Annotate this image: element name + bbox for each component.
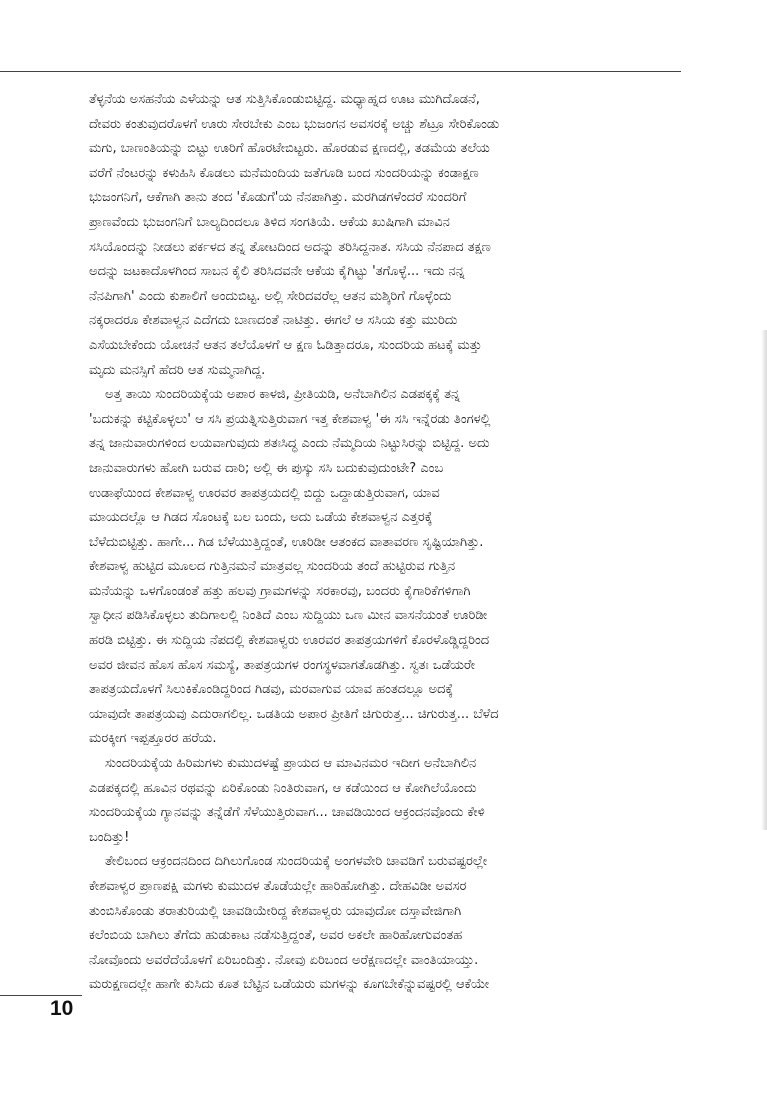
text-line: ಮನೆಯನ್ನು ಒಳಗೊಂಡಂತೆ ಹತ್ತು ಹಲವು ಗ್ರಾಮಗಳನ್ನು ಸರಕಾರವು, ಬಂದರು ಕೈಗಾರಿಕೆಗಳಿಗಾಗಿ xyxy=(89,583,471,599)
text-line: ತೇಲಿಬಂದ ಆಕ್ರಂದನದಿಂದ ದಿಗಿಲುಗೊಂಡ ಸುಂದರಿಯಕ್ಕೆ ಅಂಗಳವೇರಿ ಚಾವಡಿಗೆ ಬರುವಷ್ಟರಲ್ಲೇ xyxy=(105,854,488,870)
text-line: ಜಾನುವಾರುಗಳು ಹೋಗಿ ಬರುವ ದಾರಿ; ಅಲ್ಲಿ ಈ ಪುಸ್ಕು ಸಸಿ ಬದುಕುವುದುಂಟೇ? ಎಂಬ xyxy=(89,460,444,476)
text-line: ಯಾವುದೇ ತಾಪತ್ರಯವು ಎದುರಾಗಲಿಲ್ಲ. ಒಡತಿಯ ಅಪಾರ ಪ್ರೀತಿಗೆ ಚಿಗುರುತ್ತ... ಚಿಗುರುತ್ತ... ಬೆಳೆದ xyxy=(89,706,499,722)
text-line: ನೋವೊಂದು ಅವರೆದೆಯೊಳಗೆ ಏರಿಬಂದಿತ್ತು. ನೋವು ಏರಿಬಂದ ಅರೆಕ್ಷಣದಲ್ಲೇ ವಾಂತಿಯಾಯ್ತು. xyxy=(89,952,479,968)
text-line: ಅದನ್ನು ಜಟಕಾದೊಳಗಿಂದ ಸಾಬನ ಕೈಲಿ ತರಿಸಿದವನೇ ಆಕೆಯ ಕೈಗಿಟ್ಟು 'ತಗೊಳ್ಳೆ... ಇದು ನನ್ನ xyxy=(89,264,465,280)
text-line: ಸಸಿಯೊಂದನ್ನು ನೀಡಲು ಪರ್ಕಳದ ತನ್ನ ತೋಟದಿಂದ ಅದನ್ನು ತರಿಸಿದ್ದನಾತ. ಸಸಿಯ ನೆನಪಾದ ತಕ್ಷಣ xyxy=(89,239,491,255)
text-line: ಕಲೆಂಬಿಯ ಬಾಗಿಲು ತೆಗೆದು ಹುಡುಕಾಟ ನಡೆಸುತ್ತಿದ್ದಂತೆ, ಅವರ ಅಕಲೇ ಹಾರಿಹೋಗುವಂತಹ xyxy=(89,928,463,944)
paragraph-3 xyxy=(89,752,681,850)
paragraph-4 xyxy=(89,850,681,998)
text-line: ಮರಕ್ಕೀಗ ಇಪ್ಪತ್ತೂರರ ಹರೆಯ. xyxy=(89,731,217,747)
text-line: ಭುಜಂಗನಿಗೆ, ಆಕೆಗಾಗಿ ತಾನು ತಂದ 'ಕೊಡುಗೆ'ಯ ನೆನಪಾಗಿತ್ತು. ಮರಗಿಡಗಳೆಂದರೆ ಸುಂದರಿಗೆ xyxy=(89,190,467,206)
body-text xyxy=(89,88,681,998)
paragraph-2 xyxy=(89,383,681,752)
top-rule xyxy=(0,71,681,72)
text-line: ಉಡಾಫೆಯಿಂದ ಕೇಶವಾಳ್ವ ಊರವರ ತಾಪತ್ರಯದಲ್ಲಿ ಬಿದ್ದು ಒದ್ದಾಡುತ್ತಿರುವಾಗ, ಯಾವ xyxy=(89,485,440,501)
text-line: ತನ್ನ ಜಾನುವಾರುಗಳಿಂದ ಲಯವಾಗುವುದು ಶತಃಸಿದ್ಧ ಎಂದು ನೆಮ್ಮದಿಯ ನಿಟ್ಟುಸಿರನ್ನು ಬಿಟ್ಟಿದ್ದ. ಅದು xyxy=(89,436,490,452)
text-line: ಹರಡಿ ಬಿಟ್ಟಿತ್ತು. ಈ ಸುದ್ದಿಯ ನೆಪದಲ್ಲಿ ಕೇಶವಾಳ್ವರು ಊರವರ ತಾಪತ್ರಯಗಳಿಗೆ ಕೊರಳೊಡ್ಡಿದ್ದರಿಂದ xyxy=(89,633,490,649)
text-line: ಬಂದಿತ್ತು! xyxy=(89,829,130,845)
text-line: ತೆಳ್ಳನೆಯ ಅಸಹನೆಯ ಎಳೆಯನ್ನು ಆತ ಸುತ್ತಿಸಿಕೊಂಡುಬಿಟ್ಟಿದ್ದ. ಮಧ್ಯಾಹ್ನದ ಊಟ ಮುಗಿದೊಡನೆ, xyxy=(89,92,480,107)
text-line: ಸುಂದರಿಯಕ್ಕೆಯ ಹಿರಿಮಗಳು ಕುಮುದಳಷ್ಟೆ ಪ್ರಾಯದ ಆ ಮಾವಿನಮರ ಇದೀಗ ಅನೆಬಾಗಿಲಿನ xyxy=(105,756,477,772)
text-line: ಕೇಶವಾಳ್ವರ ಪ್ರಾಣಪಕ್ಷಿ ಮಗಳು ಕುಮುದಳ ತೊಡೆಯಲ್ಲೇ ಹಾರಿಹೋಗಿತ್ತು. ದೇಹವಿಡೀ ಅವಸರ xyxy=(89,879,467,894)
text-line: ನಕ್ಕರಾದರೂ ಕೇಶವಾಳ್ವನ ಎದೆಗದು ಬಾಣದಂತೆ ನಾಟಿತ್ತು. ಈಗಲೆ ಆ ಸಸಿಯ ಕತ್ತು ಮುರಿದು xyxy=(89,313,458,329)
page-edge-shadow xyxy=(761,330,767,830)
text-line: ಸ್ವಾಧೀನ ಪಡಿಸಿಕೊಳ್ಳಲು ತುದಿಗಾಲಲ್ಲಿ ನಿಂತಿದೆ ಎಂಬ ಸುದ್ದಿಯು ಒಣ ಮೀನ ವಾಸನೆಯಂತೆ ಊರಿಡೀ xyxy=(89,608,488,624)
text-line: ಕೇಶವಾಳ್ವ ಹುಟ್ಟಿದ ಮೂಲದ ಗುತ್ತಿನಮನೆ ಮಾತ್ರವಲ್ಲ ಸುಂದರಿಯ ತಂದೆ ಹುಟ್ಟಿರುವ ಗುತ್ತಿನ xyxy=(89,559,456,575)
text-line: ವರೆಗೆ ನೆಂಟರನ್ನು ಕಳುಹಿಸಿ ಕೊಡಲು ಮನೆಮಂದಿಯ ಜತೆಗೂಡಿ ಬಂದ ಸುಂದರಿಯನ್ನು ಕಂಡಾಕ್ಷಣ xyxy=(89,165,479,181)
text-line: ಬೆಳೆದುಬಿಟ್ಟಿತ್ತು. ಹಾಗೇ... ಗಿಡ ಬೆಳೆಯುತ್ತಿದ್ದಂತೆ, ಊರಿಡೀ ಆತಂಕದ ವಾತಾವರಣ ಸೃಷ್ಟಿಯಾಗಿತ್ತು. xyxy=(89,534,484,550)
text-line: ತುಂಬಿಸಿಕೊಂಡು ತರಾತುರಿಯಲ್ಲಿ ಚಾವಡಿಯೇರಿದ್ದ ಕೇಶವಾಳ್ವರು ಯಾವುದೋ ದಸ್ತಾವೇಜಿಗಾಗಿ xyxy=(89,903,462,919)
text-line: ತಾಪತ್ರಯದೊಳಗೆ ಸಿಲುಕಿಕೊಂಡಿದ್ದರಿಂದ ಗಿಡವು, ಮರವಾಗುವ ಯಾವ ಹಂತದಲ್ಲೂ ಅದಕ್ಕೆ xyxy=(89,682,454,698)
text-line: ಅವರ ಜೀವನ ಹೊಸ ಹೊಸ ಸಮಸ್ಯೆ, ತಾಪತ್ರಯಗಳ ರಂಗಸ್ಥಳವಾಗತೊಡಗಿತ್ತು. ಸ್ವತಃ ಒಡೆಯರೇ xyxy=(89,657,476,673)
text-line: ನೆನಪಿಗಾಗಿ' ಎಂದು ಕುಶಾಲಿಗೆ ಅಂದುಬಿಟ್ಟ. ಅಲ್ಲಿ ಸೇರಿದವರೆಲ್ಲ ಆತನ ಮಶ್ಕಿರಿಗೆ ಗೊಳ್ಳೆಂದು xyxy=(89,288,452,304)
text-line: ಮಗು, ಬಾಣಂತಿಯನ್ನು ಬಿಟ್ಟು ಊರಿಗೆ ಹೊರಟೇಬಿಟ್ಟರು. ಹೊರಡುವ ಕ್ಷಣದಲ್ಲಿ, ತಡಮೆಯ ತಲೆಯ xyxy=(89,141,490,157)
text-line: ದೇವರು ಕಂತುವುದರೊಳಗೆ ಊರು ಸೇರಬೇಕು ಎಂಬ ಭುಜಂಗನ ಅವಸರಕ್ಕೆ ಅಚ್ಚು ಶೆಟ್ರೂ ಸೇರಿಕೊಂಡು xyxy=(89,116,500,132)
text-line: ಅತ್ತ ತಾಯಿ ಸುಂದರಿಯಕ್ಕೆಯ ಅಪಾರ ಕಾಳಜಿ, ಪ್ರೀತಿಯಡಿ, ಅನೆಬಾಗಿಲಿನ ಎಡಪಕ್ಕಕ್ಕೆ ತನ್ನ xyxy=(105,387,461,403)
paragraph-1 xyxy=(89,88,681,383)
text-line: 'ಬದುಕನ್ನು ಕಟ್ಟಿಕೊಳ್ಳಲು' ಆ ಸಸಿ ಪ್ರಯತ್ನಿಸುತ್ತಿರುವಾಗ ಇತ್ತ ಕೇಶವಾಳ್ವ 'ಈ ಸಸಿ ಇನ್ನೆರಡು ತಿಂಗಳಲ್ಲಿ xyxy=(89,411,491,427)
text-line: ಎಸೆಯಬೇಕೆಂದು ಯೋಚನೆ ಆತನ ತಲೆಯೊಳಗೆ ಆ ಕ್ಷಣ ಓಡಿತ್ತಾದರೂ, ಸುಂದರಿಯ ಹಟಕ್ಕೆ ಮತ್ತು xyxy=(89,337,482,353)
text-line: ಎಡಪಕ್ಕದಲ್ಲಿ ಹೂವಿನ ರಥವನ್ನು ಏರಿಕೊಂಡು ನಿಂತಿರುವಾಗ, ಆ ಕಡೆಯಿಂದ ಆ ಕೋಗಿಲೆಯೊಂದು xyxy=(89,780,477,796)
text-line: ಮರುಕ್ಷಣದಲ್ಲೇ ಹಾಗೇ ಕುಸಿದು ಕೂತ ಬೆಟ್ಟಿನ ಒಡೆಯರು ಮಗಳನ್ನು ಕೂಗಬೇಕೆನ್ನುವಷ್ಟರಲ್ಲಿ ಆಕೆಯೇ xyxy=(89,977,490,993)
page-number: 10 xyxy=(50,997,74,1020)
text-line: ಮಾಯದಲ್ಲೊ ಆ ಗಿಡದ ಸೊಂಟಕ್ಕೆ ಬಲ ಬಂದು, ಅದು ಒಡೆಯ ಕೇಶವಾಳ್ವನ ಎತ್ತರಕ್ಕೆ xyxy=(89,510,433,526)
text-line: ಸುಂದರಿಯಕ್ಕೆಯ ಗ್ಯಾನವನ್ನು ತನ್ನೆಡೆಗೆ ಸೆಳೆಯುತ್ತಿರುವಾಗ... ಚಾವಡಿಯಿಂದ ಆಕ್ರಂದನವೊಂದು ಕೇಳಿ xyxy=(89,805,485,821)
text-line: ಮೃದು ಮನಸ್ಸಿಗೆ ಹೆದರಿ ಆತ ಸುಮ್ಮನಾಗಿದ್ದ. xyxy=(89,362,266,378)
text-line: ಪ್ರಾಣವೆಂದು ಭುಜಂಗನಿಗೆ ಬಾಲ್ಯದಿಂದಲೂ ತಿಳಿದ ಸಂಗತಿಯೆ. ಆಕೆಯ ಖುಷಿಗಾಗಿ ಮಾವಿನ xyxy=(89,214,450,230)
